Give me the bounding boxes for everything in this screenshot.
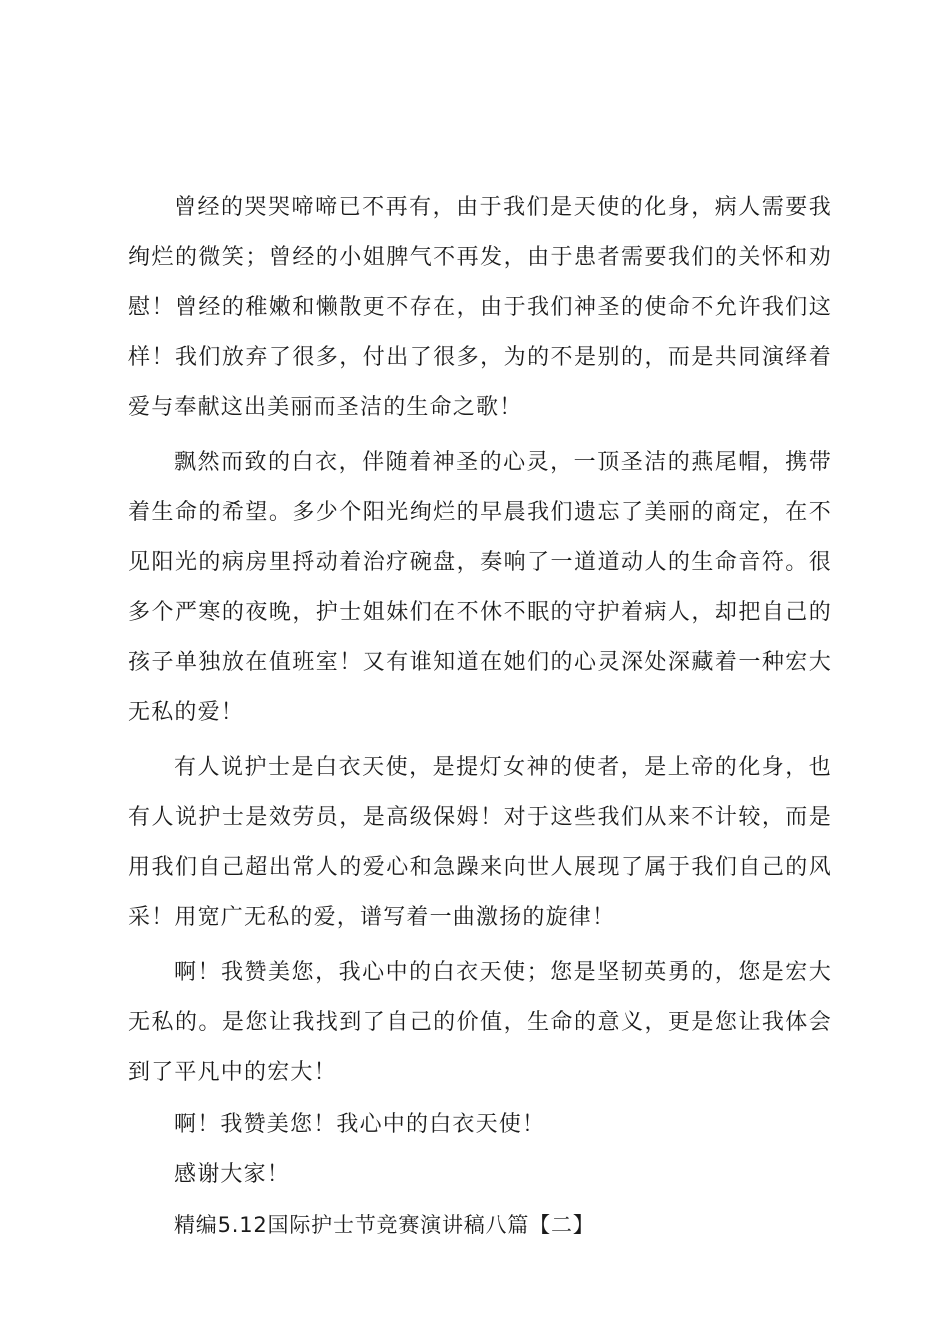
closing-line-1: 啊！我赞美您！我心中的白衣天使！: [174, 1112, 546, 1137]
closing-line-2: 感谢大家！: [174, 1162, 291, 1187]
paragraph-3: 有人说护士是白衣天使，是提灯女神的使者，是上帝的化身，也有人说护士是效劳员，是高级保姆！对于这些我们从来不计较，而是用我们自己超出常人的爱心和急躁来向世人展现了属于我们自己的风采！用宽广无私的爱，谱写着一曲激扬的旋律！: [128, 755, 832, 930]
document-body: [128, 183, 832, 1247]
paragraph-4: 啊！我赞美您，我心中的白衣天使；您是坚韧英勇的，您是宏大无私的。是您让我找到了自己的价值，生命的意义，更是您让我体会到了平凡中的宏大！: [128, 960, 832, 1085]
paragraph-1: 曾经的哭哭啼啼已不再有，由于我们是天使的化身，病人需要我绚烂的微笑；曾经的小姐脾气不再发，由于患者需要我们的关怀和劝慰！曾经的稚嫩和懒散更不存在，由于我们神圣的使命不允许我们这样！我们放弃了很多，付出了很多，为的不是别的，而是共同演绎着爱与奉献这出美丽而圣洁的生命之歌！: [128, 195, 832, 420]
next-section-title: 精编5.12国际护士节竞赛演讲稿八篇【二】: [174, 1213, 595, 1237]
paragraph-2: 飘然而致的白衣，伴随着神圣的心灵，一顶圣洁的燕尾帽，携带着生命的希望。多少个阳光绚烂的早晨我们遗忘了美丽的商定，在不见阳光的病房里捋动着治疗碗盘，奏响了一道道动人的生命音符。很多个严寒的夜晚，护士姐妹们在不休不眠的守护着病人，却把自己的孩子单独放在值班室！又有谁知道在她们的心灵深处深藏着一种宏大无私的爱！: [128, 450, 832, 725]
